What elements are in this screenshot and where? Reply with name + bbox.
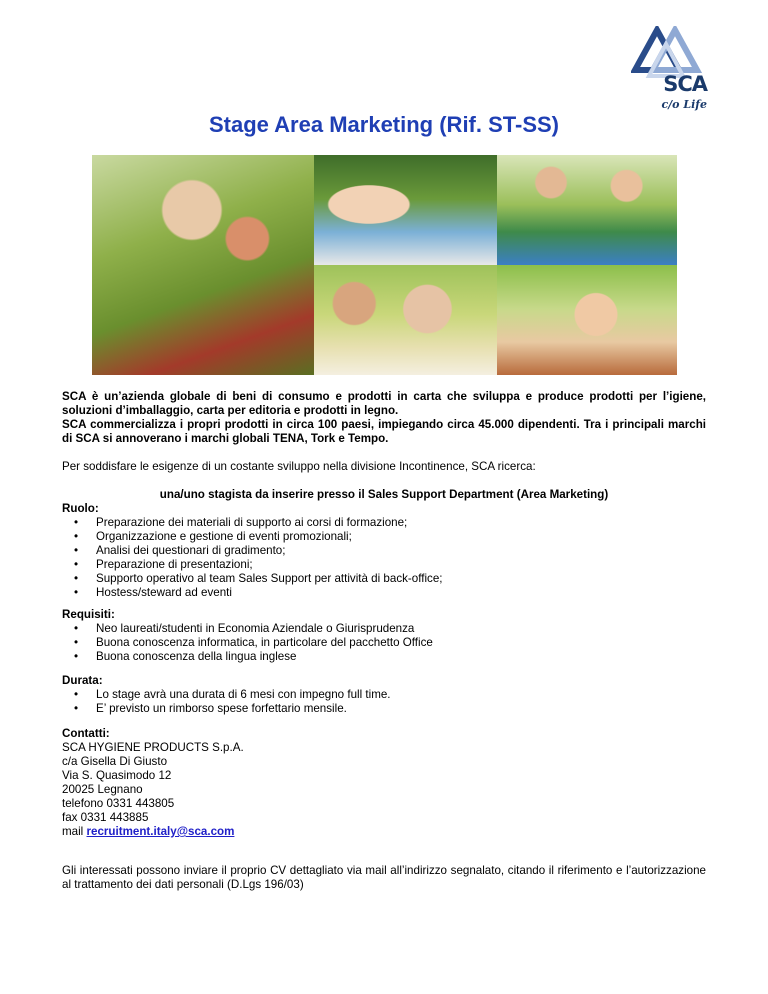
intro-paragraph-1: SCA è un’azienda globale di beni di consumo e prodotti in carta che sviluppa e produce prodotti per l’igiene, soluzioni d’imballaggio, carta per editoria e prodotti in legno. [62,390,706,417]
contact-mail-row [62,825,706,839]
contact-city: 20025 Legnano [62,783,143,796]
contatti-section [62,727,706,839]
durata-heading: Durata: [62,674,103,687]
lead-text: Per soddisfare le esigenze di un costante sviluppo nella divisione Incontinence, SCA ricerca: [62,460,536,473]
contact-street: Via S. Quasimodo 12 [62,769,172,782]
list-item: • Analisi dei questionari di gradimento; [96,544,706,558]
page-title: Stage Area Marketing (Rif. ST-SS) [208,112,560,137]
photo-baby [497,265,677,375]
sca-logo [631,26,707,116]
contact-company: SCA HYGIENE PRODUCTS S.p.A. [62,741,244,754]
photo-jumping-girls [497,155,677,265]
logo-brand: SCA [663,72,707,96]
ruolo-section [62,502,706,600]
requisiti-list [62,622,706,664]
list-item: • Preparazione di presentazioni; [96,558,706,572]
list-item: • Supporto operativo al team Sales Support per attività di back-office; [96,572,706,586]
contact-phone: telefono 0331 443805 [62,797,175,810]
requisiti-section [62,608,706,664]
requisiti-heading: Requisiti: [62,608,115,621]
contact-mail-label: mail [62,825,84,838]
durata-list [62,688,706,716]
contact-attn: c/a Gisella Di Giusto [62,755,168,768]
contact-fax: fax 0331 443885 [62,811,149,824]
intro [62,390,706,446]
list-item: • Buona conoscenza informatica, in particolare del pacchetto Office [96,636,706,650]
list-item: • Organizzazione e gestione di eventi promozionali; [96,530,706,544]
contact-email-link[interactable]: recruitment.italy@sca.com [86,825,235,838]
list-item: • E’ previsto un rimborso spese forfettario mensile. [96,702,706,716]
photo-gardening-women [92,155,314,375]
photo-collage [92,155,677,375]
list-item: • Preparazione dei materiali di supporto ai corsi di formazione; [96,516,706,530]
intro-paragraph-2: SCA commercializza i propri prodotti in circa 100 paesi, impiegando circa 45.000 dipendenti. Tra i principali marchi di SCA si annoverano i marchi globali TENA, Tork e Tempo. [62,418,706,445]
logo-tagline: c/o Life [661,98,707,111]
durata-section [62,674,706,716]
list-item: • Neo laureati/studenti in Economia Aziendale o Giurisprudenza [96,622,706,636]
contatti-heading: Contatti: [62,727,110,740]
ruolo-list [62,516,706,600]
position-title: una/uno stagista da inserire presso il Sales Support Department (Area Marketing) [159,488,609,501]
ruolo-heading: Ruolo: [62,502,99,515]
list-item: • Buona conoscenza della lingua inglese [96,650,706,664]
list-item: • Lo stage avrà una durata di 6 mesi con impegno full time. [96,688,706,702]
photo-sleeping-child [314,155,497,265]
list-item: • Hostess/steward ad eventi [96,586,706,600]
photo-smiling-elderly [314,265,497,375]
footer-note: Gli interessati possono inviare il proprio CV dettagliato via mail all’indirizzo segnalato, citando il riferimento e l’autorizzazione al trattamento dei dati personali (D.Lgs 196/03) [62,864,706,891]
